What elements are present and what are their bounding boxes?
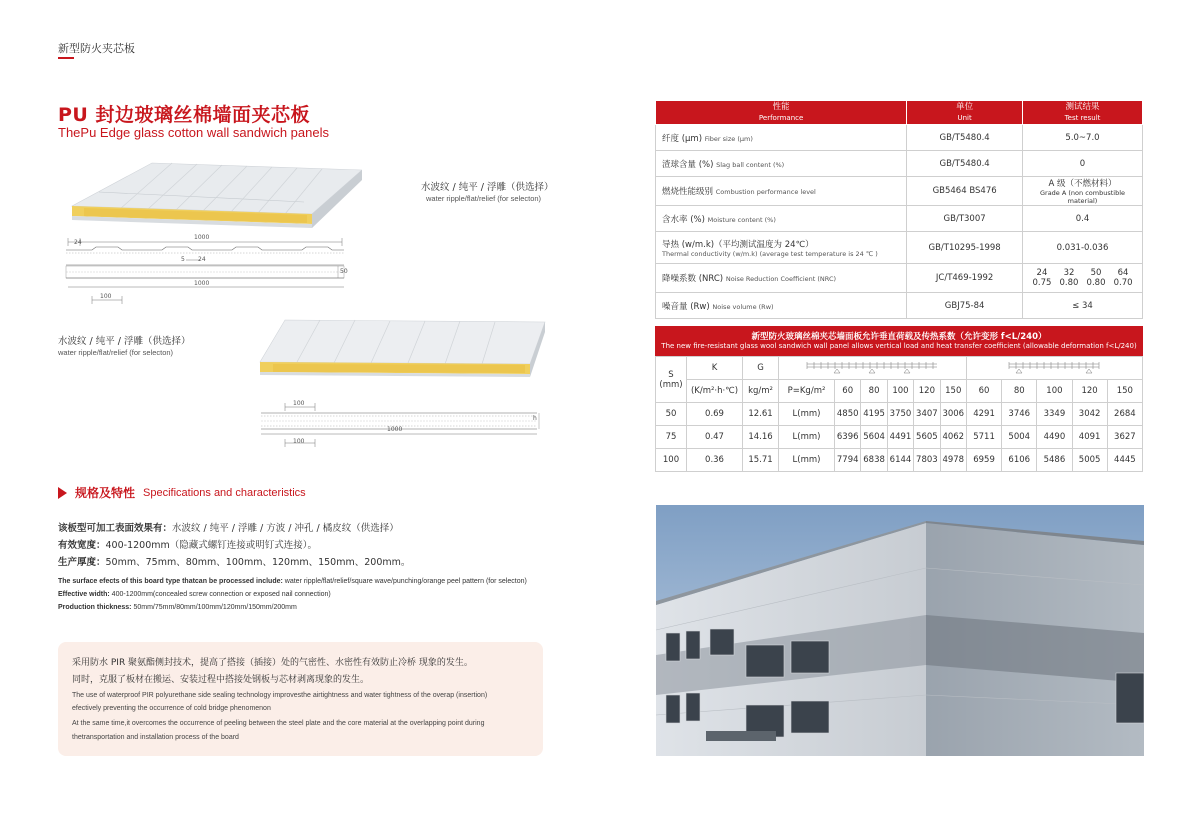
spec-en-surface (58, 578, 527, 585)
dim-1000-2: 1000 (387, 426, 403, 433)
row-val: 3627 (1107, 426, 1142, 449)
page-subtitle: ThePu Edge glass cotton wall sandwich panels (58, 125, 329, 140)
perf-unit: JC/T469-1992 (907, 264, 1023, 293)
load-table (655, 356, 1143, 472)
header-performance: 性能 Performance (656, 101, 907, 125)
spec-width-label: 有效宽度： (58, 540, 106, 551)
row-k: 0.36 (687, 449, 743, 472)
perf-name: 燃烧性能级别 Combustion performance level (656, 177, 907, 206)
panel-illustration-1 (62, 158, 362, 238)
load-table-title-cn: 新型防火玻璃丝棉夹芯墙面板允许垂直荷载及传热系数（允许变形 f<L/240） (751, 332, 1047, 342)
span-header: 60 (966, 380, 1001, 403)
row-l: L(mm) (779, 426, 835, 449)
perf-name: 导热 (w/m.k)（平均测试温度为 24℃） Thermal conductivity (w/m.k) (average test temperature is 24 ℃ ) (656, 232, 907, 264)
load-table-title-en: The new fire-resistant glass wool sandwich wall panel allows vertical load and heat transfer coefficient (allowable deformation f<L/240) (661, 342, 1137, 350)
row-k: 0.47 (687, 426, 743, 449)
option-2-label-cn: 水波纹 / 纯平 / 浮雕（供选择） (58, 336, 191, 347)
row-val: 4978 (940, 449, 966, 472)
row-k: 0.69 (687, 403, 743, 426)
perf-name: 噪音量 (Rw) Noise volume (Rw) (656, 293, 907, 319)
header-underline (58, 57, 74, 59)
spec-thickness (58, 554, 410, 568)
table-row (656, 449, 1143, 472)
note-en-4: thetransportation and installation process of the board (72, 734, 239, 741)
dim-24-top: 24 (74, 239, 82, 246)
table-row (656, 403, 1143, 426)
spec-width (58, 537, 317, 551)
perf-result: 0.031-0.036 (1023, 232, 1143, 264)
load-header-k: K (687, 357, 743, 380)
span-header: 120 (914, 380, 940, 403)
spec-en-thickness-value: 50mm/75mm/80mm/100mm/120mm/150mm/200mm (131, 604, 297, 611)
table-row (656, 125, 1143, 151)
dim-100-top-2: 100 (293, 400, 305, 407)
beam-multi-span-icon (979, 360, 1129, 374)
row-val: 7803 (914, 449, 940, 472)
spec-en-width-label: Effective width: (58, 591, 110, 598)
row-g: 15.71 (743, 449, 779, 472)
row-val: 6838 (861, 449, 887, 472)
performance-header-row (656, 101, 1143, 125)
load-header-s: S (mm) (656, 357, 687, 403)
perf-unit: GB/T10295-1998 (907, 232, 1023, 264)
table-row (656, 293, 1143, 319)
row-val: 4491 (887, 426, 913, 449)
spec-en-width-value: 400-1200mm(concealed screw connection or exposed nail connection) (109, 591, 331, 598)
spec-surface (58, 520, 399, 534)
dim-100: 100 (100, 293, 112, 300)
dim-24-mid: 24 (198, 256, 206, 263)
perf-name: 含水率 (%) Moisture content (%) (656, 206, 907, 232)
note-en-3: At the same time,it overcomes the occurrence of peeling between the steel plate and the core material at the overlapping point during (72, 720, 485, 727)
panel-drawing-1 (62, 230, 362, 305)
dim-50: 50 (340, 268, 348, 275)
spec-thickness-label: 生产厚度： (58, 557, 106, 568)
load-header-row-1 (656, 357, 1143, 380)
spec-en-thickness-label: Production thickness: (58, 604, 132, 611)
row-val: 4091 (1072, 426, 1107, 449)
header-unit: 单位 Unit (907, 101, 1023, 125)
performance-table (655, 100, 1143, 319)
load-header-p: P=Kg/m² (779, 380, 835, 403)
row-val: 4062 (940, 426, 966, 449)
header-result: 测试结果 Test result (1023, 101, 1143, 125)
load-header-row-2 (656, 380, 1143, 403)
perf-unit: GB/T3007 (907, 206, 1023, 232)
spec-en-surface-label: The surface efects of this board type thatcan be processed include: (58, 578, 283, 585)
span-header: 80 (861, 380, 887, 403)
header-tag: 新型防火夹芯板 (58, 42, 135, 55)
row-val: 3746 (1002, 403, 1037, 426)
panel-photo-1 (62, 158, 362, 238)
dim-100-bottom-2: 100 (293, 438, 305, 445)
note-box (58, 642, 543, 756)
row-val: 2684 (1107, 403, 1142, 426)
span-header: 150 (1107, 380, 1142, 403)
panel-drawing-2 (255, 393, 550, 451)
span-header: 100 (1037, 380, 1072, 403)
specs-heading-cn: 规格及特性 (75, 486, 136, 500)
row-val: 5711 (966, 426, 1001, 449)
row-s: 100 (656, 449, 687, 472)
perf-result: 24 32 50 64 0.75 0.80 0.80 0.70 (1023, 264, 1143, 293)
row-val: 4195 (861, 403, 887, 426)
perf-unit: GB/T5480.4 (907, 125, 1023, 151)
span-header: 120 (1072, 380, 1107, 403)
row-val: 5604 (861, 426, 887, 449)
span-header: 80 (1002, 380, 1037, 403)
triangle-icon (58, 487, 67, 499)
perf-result: 0 (1023, 151, 1143, 177)
option-2-label-en: water ripple/flat/relief (for selecton) (58, 348, 174, 357)
row-val: 3750 (887, 403, 913, 426)
row-val: 7794 (835, 449, 861, 472)
perf-unit: GBJ75-84 (907, 293, 1023, 319)
building-photo (656, 505, 1144, 756)
dim-h: h (533, 415, 537, 422)
row-val: 4291 (966, 403, 1001, 426)
perf-result: 0.4 (1023, 206, 1143, 232)
load-diagram-multi-span (966, 357, 1142, 380)
perf-name: 降噪系数 (NRC) Noise Reduction Coefficient (NRC) (656, 264, 907, 293)
building-illustration (656, 505, 1144, 756)
load-header-g-unit: kg/m² (743, 380, 779, 403)
row-val: 5486 (1037, 449, 1072, 472)
panel-illustration-2 (255, 318, 550, 380)
note-en-2: efectively preventing the occurrence of cold bridge phenomenon (72, 705, 271, 712)
specs-heading (58, 484, 306, 501)
note-en-1: The use of waterproof PIR polyurethane side sealing technology improvesthe airtightness and water tightness of the overap (insertion) (72, 692, 488, 699)
option-1-label-en: water ripple/flat/relief (for selecton) (426, 194, 542, 203)
dim-5: 5 (181, 256, 185, 263)
row-val: 5605 (914, 426, 940, 449)
row-val: 3407 (914, 403, 940, 426)
load-header-g: G (743, 357, 779, 380)
spec-en-width (58, 591, 331, 598)
table-row (656, 426, 1143, 449)
note-cn-1: 采用防水 PIR 聚氨酯侧封技术，提高了搭接（插接）处的气密性、水密性有效防止冷桥 现象的发生。 (72, 658, 473, 668)
dim-1000-top: 1000 (194, 234, 210, 241)
spec-en-thickness (58, 604, 297, 611)
spec-width-value: 400-1200mm（隐藏式螺钉连接或明钉式连接）。 (105, 540, 318, 551)
row-val: 6396 (835, 426, 861, 449)
specs-heading-en: Specifications and characteristics (143, 486, 306, 499)
dim-1000-bottom: 1000 (194, 280, 210, 287)
table-row (656, 206, 1143, 232)
row-val: 6959 (966, 449, 1001, 472)
row-g: 14.16 (743, 426, 779, 449)
perf-result: A 级（不燃材料） Grade A (non combustible material) (1023, 177, 1143, 206)
row-l: L(mm) (779, 403, 835, 426)
spec-en-surface-value: water ripple/flat/relief/square wave/punching/orange peel pattern (for selecton) (282, 578, 527, 585)
table-row (656, 151, 1143, 177)
load-diagram-single-span (779, 357, 967, 380)
row-val: 4850 (835, 403, 861, 426)
row-val: 6106 (1002, 449, 1037, 472)
span-header: 60 (835, 380, 861, 403)
perf-result: ≤ 34 (1023, 293, 1143, 319)
row-val: 4490 (1037, 426, 1072, 449)
table-row (656, 177, 1143, 206)
perf-result: 5.0~7.0 (1023, 125, 1143, 151)
load-table-title (655, 326, 1143, 356)
row-val: 3006 (940, 403, 966, 426)
note-cn-2: 同时，克服了板材在搬运、安装过程中搭接处钢板与芯材剥离现象的发生。 (72, 675, 370, 685)
row-s: 50 (656, 403, 687, 426)
row-val: 3349 (1037, 403, 1072, 426)
panel-photo-2 (255, 318, 550, 380)
row-val: 6144 (887, 449, 913, 472)
span-header: 150 (940, 380, 966, 403)
beam-single-span-icon (797, 360, 947, 374)
row-val: 3042 (1072, 403, 1107, 426)
perf-name: 纤度 (μm) Fiber size (μm) (656, 125, 907, 151)
table-row (656, 232, 1143, 264)
row-val: 5005 (1072, 449, 1107, 472)
option-1-label-cn: 水波纹 / 纯平 / 浮雕（供选择） (421, 182, 554, 193)
span-header: 100 (887, 380, 913, 403)
row-g: 12.61 (743, 403, 779, 426)
table-row (656, 264, 1143, 293)
row-val: 5004 (1002, 426, 1037, 449)
perf-unit: GB/T5480.4 (907, 151, 1023, 177)
row-l: L(mm) (779, 449, 835, 472)
row-val: 4445 (1107, 449, 1142, 472)
page-title: PU 封边玻璃丝棉墙面夹芯板 (58, 104, 310, 126)
row-s: 75 (656, 426, 687, 449)
perf-unit: GB5464 BS476 (907, 177, 1023, 206)
perf-name: 渣球含量 (%) Slag ball content (%) (656, 151, 907, 177)
spec-thickness-value: 50mm、75mm、80mm、100mm、120mm、150mm、200mm。 (105, 557, 411, 568)
load-header-k-unit: (K/m²·h·℃) (687, 380, 743, 403)
spec-surface-value: 水波纹 / 纯平 / 浮雕 / 方波 / 冲孔 / 橘皮纹（供选择） (172, 523, 399, 534)
spec-surface-label: 该板型可加工表面效果有： (58, 523, 173, 534)
